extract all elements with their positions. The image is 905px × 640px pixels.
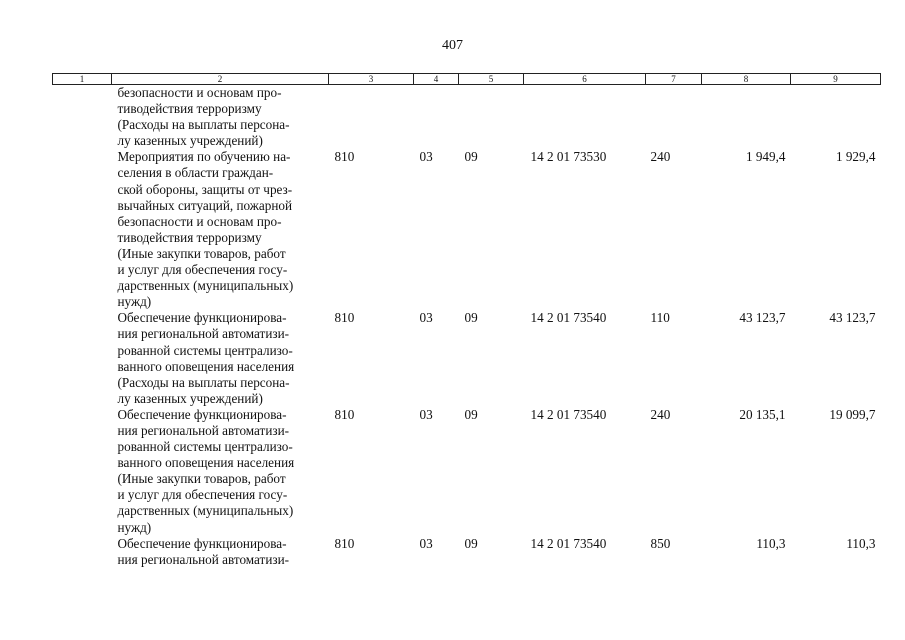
- cell-row-number: [53, 536, 112, 568]
- column-header-3: 3: [329, 74, 414, 85]
- cell-section: 03: [419, 406, 433, 422]
- description-line: рованной системы централизо-: [117, 342, 293, 358]
- page-number: 407: [442, 38, 463, 53]
- description-line: вычайных ситуаций, пожарной: [117, 197, 293, 213]
- column-header-6: 6: [524, 74, 646, 85]
- description-line: Обеспечение функционирова-: [117, 535, 287, 551]
- table-row: [53, 310, 881, 407]
- cell-target-article: 14 2 01 73540: [530, 406, 607, 422]
- description-line: Мероприятия по обучению на-: [117, 149, 291, 165]
- cell-amount-year-2: 110,3: [846, 535, 876, 551]
- cell-target-article: 14 2 01 73540: [530, 535, 607, 551]
- cell-amount-year-2: 19 099,7: [829, 406, 876, 422]
- column-number-row: [53, 74, 881, 85]
- description-line: тиводействия терроризму: [117, 101, 262, 117]
- cell-subsection: 09: [464, 406, 478, 422]
- cell-row-number: [53, 85, 112, 150]
- cell-target-article: 14 2 01 73530: [530, 149, 607, 165]
- description-line: лу казенных учреждений): [117, 133, 263, 149]
- cell-amount-year-1: 110,3: [756, 535, 786, 551]
- description-line: дарственных (муниципальных): [117, 278, 294, 294]
- cell-expense-type: 850: [650, 535, 671, 551]
- description-line: Обеспечение функционирова-: [117, 310, 287, 326]
- cell-amount-year-1: [702, 85, 791, 150]
- column-header-5: 5: [459, 74, 524, 85]
- description-line: рованной системы централизо-: [117, 439, 293, 455]
- description-line: и услуг для обеспечения госу-: [117, 487, 288, 503]
- description-line: дарственных (муниципальных): [117, 503, 294, 519]
- cell-description: [112, 536, 329, 568]
- cell-description: [112, 407, 329, 536]
- description-line: (Иные закупки товаров, работ: [117, 245, 286, 261]
- table-row: [53, 407, 881, 536]
- cell-section: 03: [419, 310, 433, 326]
- cell-row-number: [53, 407, 112, 536]
- cell-expense-type: [646, 85, 702, 150]
- description-line: ния региональной автоматизи-: [117, 326, 290, 342]
- cell-subsection: 09: [464, 310, 478, 326]
- cell-expense-type: 240: [650, 149, 671, 165]
- cell-target-article: 14 2 01 73540: [530, 310, 607, 326]
- cell-expense-type: 110: [650, 310, 670, 326]
- cell-ministry-code: 810: [334, 535, 355, 551]
- cell-target-article: [524, 85, 646, 150]
- cell-section: 03: [419, 149, 433, 165]
- cell-section: 03: [419, 535, 433, 551]
- cell-row-number: [53, 149, 112, 310]
- cell-description: [112, 85, 329, 150]
- column-header-7: 7: [646, 74, 702, 85]
- cell-amount-year-2: 1 929,4: [835, 149, 876, 165]
- description-line: (Расходы на выплаты персона-: [117, 374, 290, 390]
- cell-section: [414, 85, 459, 150]
- description-line: лу казенных учреждений): [117, 390, 263, 406]
- cell-ministry-code: 810: [334, 310, 355, 326]
- cell-description: [112, 149, 329, 310]
- description-line: селения в области граждан-: [117, 165, 274, 181]
- description-line: тиводействия терроризму: [117, 229, 262, 245]
- description-line: ния региональной автоматизи-: [117, 551, 290, 567]
- description-line: (Иные закупки товаров, работ: [117, 471, 286, 487]
- table-row: [53, 149, 881, 310]
- table-row: [53, 536, 881, 568]
- cell-description: [112, 310, 329, 407]
- cell-subsection: 09: [464, 149, 478, 165]
- cell-amount-year-2: [791, 85, 881, 150]
- table-body: [53, 85, 881, 568]
- column-header-2: 2: [112, 74, 329, 85]
- description-line: ванного оповещения населения: [117, 455, 295, 471]
- description-line: ванного оповещения населения: [117, 358, 295, 374]
- cell-amount-year-1: 43 123,7: [739, 310, 786, 326]
- description-line: (Расходы на выплаты персона-: [117, 117, 290, 133]
- cell-expense-type: 240: [650, 406, 671, 422]
- description-line: Обеспечение функционирова-: [117, 406, 287, 422]
- column-header-8: 8: [702, 74, 791, 85]
- description-line: нужд): [117, 294, 152, 310]
- budget-table: [52, 73, 881, 568]
- cell-amount-year-1: 20 135,1: [739, 406, 786, 422]
- cell-ministry-code: 810: [334, 149, 355, 165]
- description-line: ской обороны, защиты от чрез-: [117, 181, 293, 197]
- cell-amount-year-1: 1 949,4: [745, 149, 786, 165]
- description-line: безопасности и основам про-: [117, 85, 282, 100]
- table-row: [53, 85, 881, 150]
- description-line: нужд): [117, 519, 152, 535]
- column-header-9: 9: [791, 74, 881, 85]
- cell-subsection: 09: [464, 535, 478, 551]
- cell-row-number: [53, 310, 112, 407]
- cell-ministry-code: 810: [334, 406, 355, 422]
- cell-amount-year-2: 43 123,7: [829, 310, 876, 326]
- description-line: и услуг для обеспечения госу-: [117, 262, 288, 278]
- description-line: безопасности и основам про-: [117, 213, 282, 229]
- cell-ministry-code: [329, 85, 414, 150]
- cell-subsection: [459, 85, 524, 150]
- column-header-1: 1: [53, 74, 112, 85]
- description-line: ния региональной автоматизи-: [117, 422, 290, 438]
- column-header-4: 4: [414, 74, 459, 85]
- table-header: [53, 74, 881, 85]
